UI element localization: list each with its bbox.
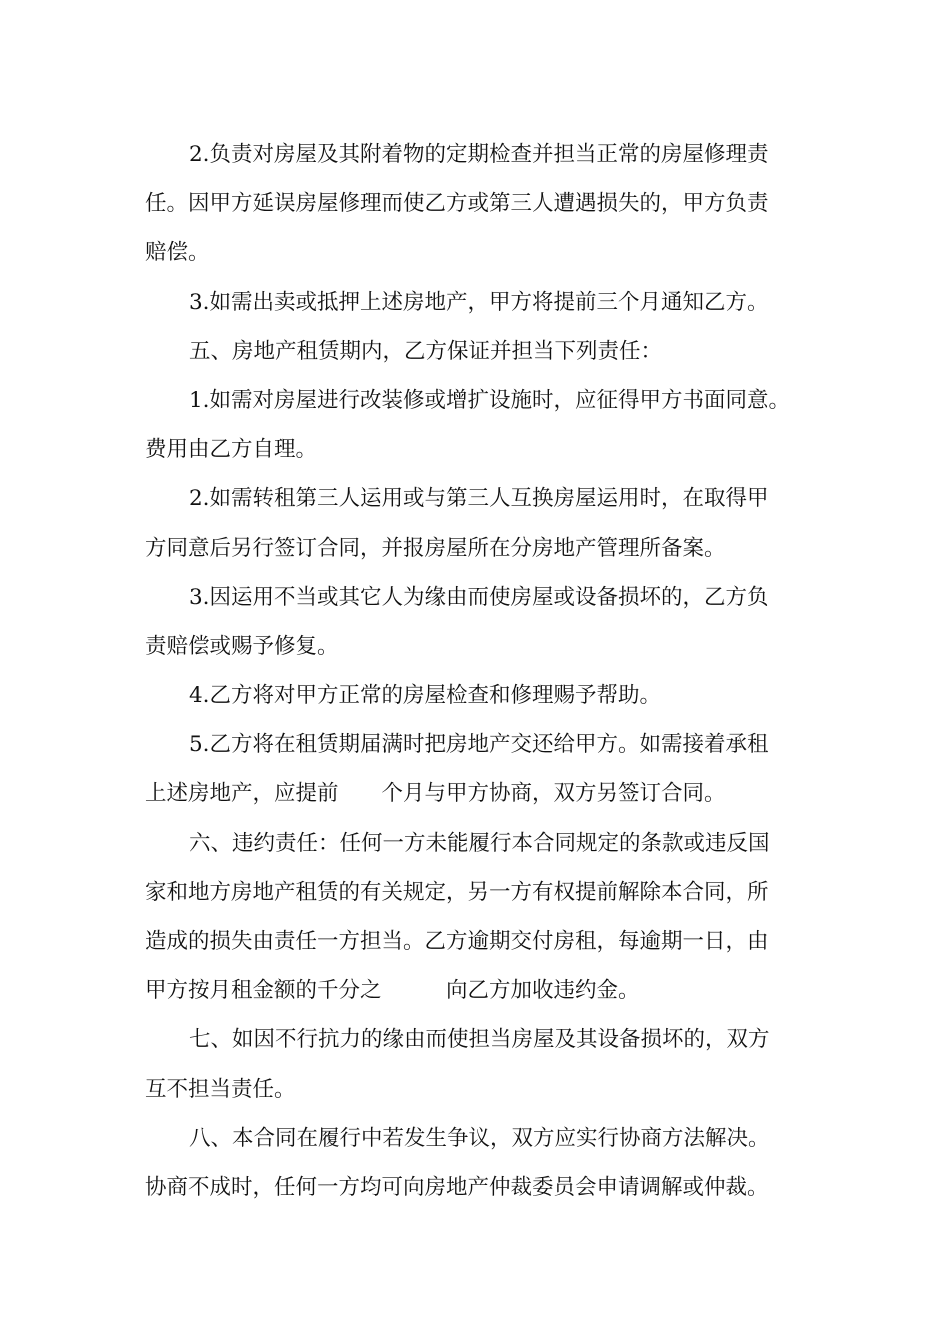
text-line: 上述房地产，应提前 个月与甲方协商，双方另签订合同。 bbox=[145, 781, 726, 807]
text-line: 责赔偿或赐予修复。 bbox=[145, 633, 339, 659]
text-line: 造成的损失由责任一方担当。乙方逾期交付房租，每逾期一日，由 bbox=[145, 929, 769, 954]
text-line: 家和地方房地产租赁的有关规定，另一方有权提前解除本合同，所 bbox=[145, 879, 769, 905]
section-heading-six: 六、违约责任：任何一方未能履行本合同规定的条款或违反国 bbox=[189, 830, 770, 856]
text-line: 任。因甲方延误房屋修理而使乙方或第三人遭遇损失的，甲方负责 bbox=[145, 191, 769, 217]
section-heading-eight: 八、本合同在履行中若发生争议，双方应实行协商方法解决。 bbox=[189, 1125, 770, 1151]
section-heading-five: 五、房地产租赁期内，乙方保证并担当下列责任： bbox=[189, 338, 663, 364]
text-line: 甲方按月租金额的千分之 向乙方加收违约金。 bbox=[145, 978, 640, 1004]
text-line: 3.因运用不当或其它人为缘由而使房屋或设备损坏的，乙方负 bbox=[189, 584, 769, 610]
text-line: 5.乙方将在租赁期届满时把房地产交还给甲方。如需接着承租 bbox=[189, 732, 769, 758]
text-line: 2.如需转租第三人运用或与第三人互换房屋运用时，在取得甲 bbox=[189, 486, 769, 512]
text-line: 3.如需出卖或抵押上述房地产，甲方将提前三个月通知乙方。 bbox=[189, 289, 769, 315]
section-heading-seven: 七、如因不行抗力的缘由而使担当房屋及其设备损坏的，双方 bbox=[189, 1027, 770, 1053]
text-line: 协商不成时，任何一方均可向房地产仲裁委员会申请调解或仲裁。 bbox=[145, 1174, 769, 1200]
text-line: 赔偿。 bbox=[145, 240, 210, 266]
text-line: 互不担当责任。 bbox=[145, 1076, 296, 1102]
text-line: 2.负责对房屋及其附着物的定期检查并担当正常的房屋修理责 bbox=[189, 142, 769, 167]
contract-body-text bbox=[145, 130, 810, 1212]
text-line: 费用由乙方自理。 bbox=[145, 437, 318, 463]
text-line: 方同意后另行签订合同，并报房屋所在分房地产管理所备案。 bbox=[145, 535, 726, 561]
text-line: 4.乙方将对甲方正常的房屋检查和修理赐予帮助。 bbox=[189, 683, 662, 709]
text-line: 1.如需对房屋进行改装修或增扩设施时，应征得甲方书面同意。 bbox=[189, 387, 791, 413]
